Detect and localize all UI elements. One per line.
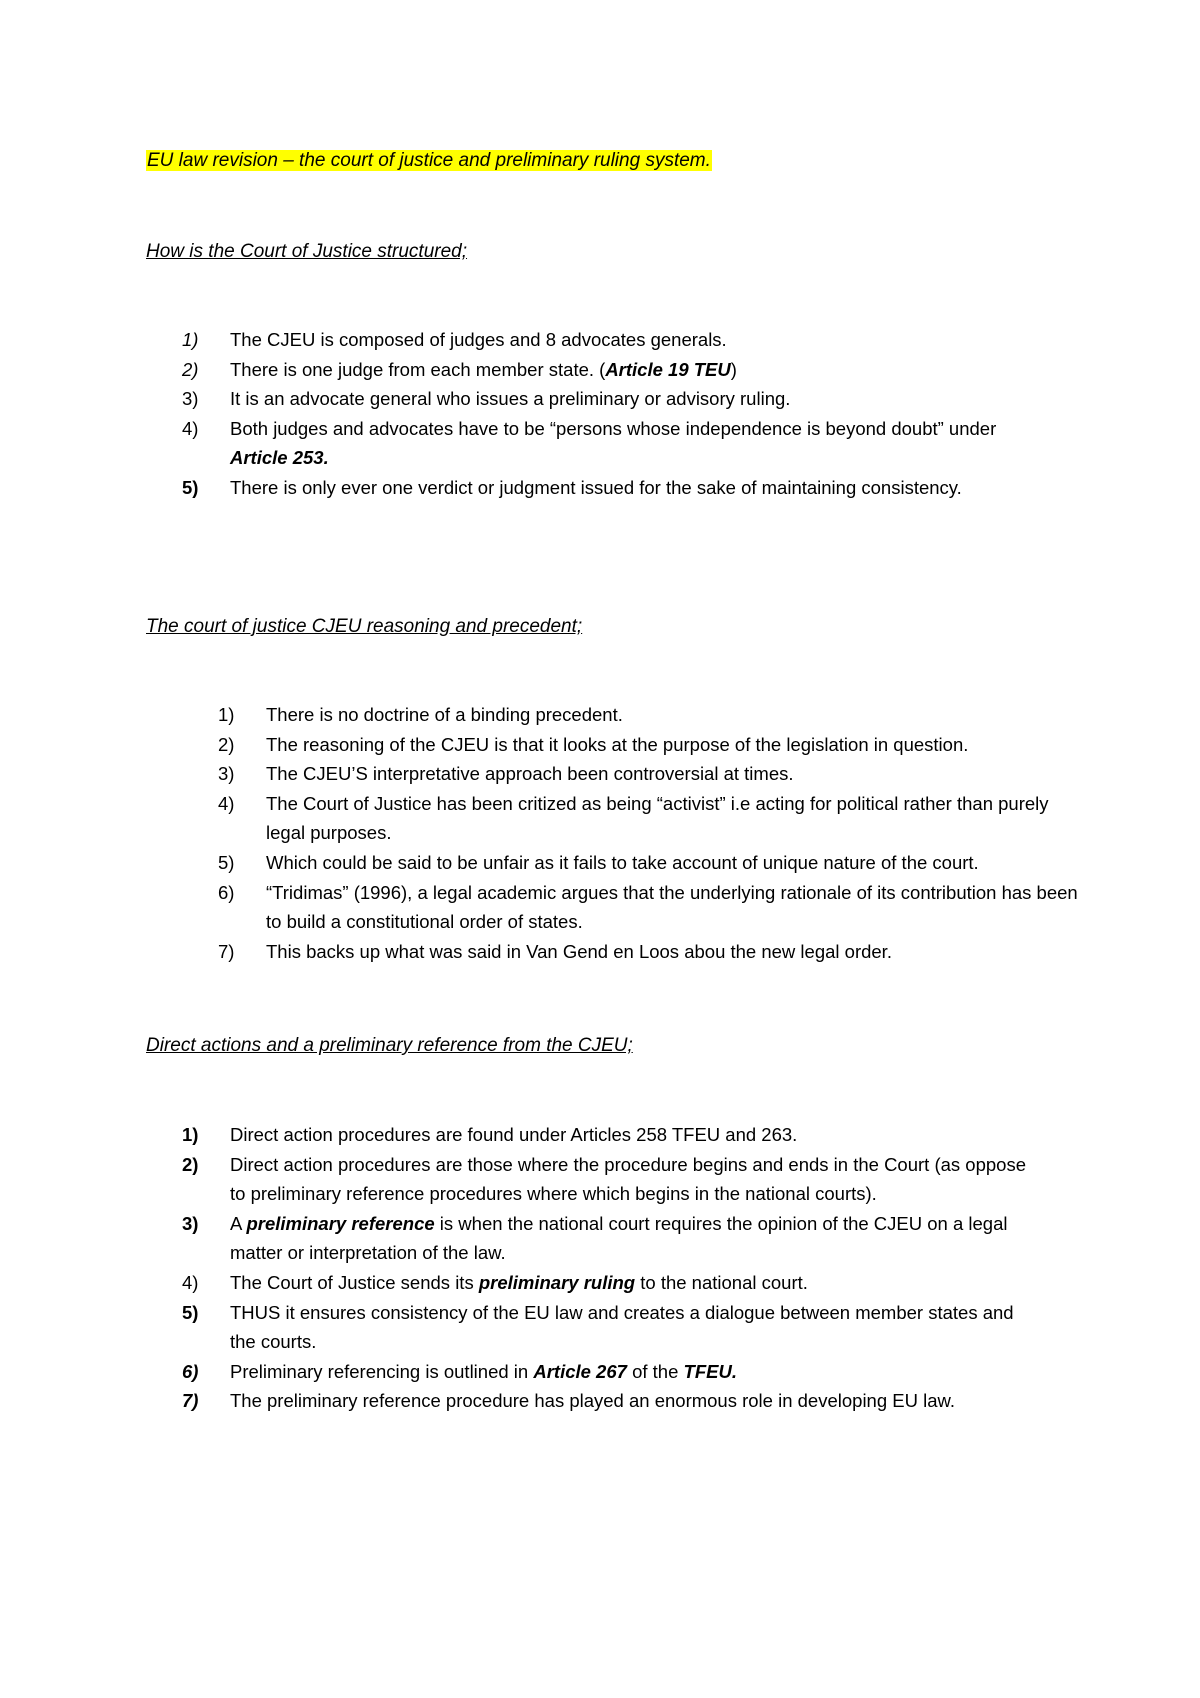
section-heading-direct-actions: Direct actions and a preliminary reference from the CJEU; bbox=[146, 1035, 633, 1056]
list-number: 4) bbox=[182, 417, 199, 439]
list-number: 5) bbox=[182, 476, 199, 498]
article-reference: Article 267 bbox=[533, 1360, 627, 1382]
list-item: 4) The Court of Justice sends its preliminary ruling to the national court. bbox=[182, 1268, 1042, 1298]
list-item: 2) The reasoning of the CJEU is that it looks at the purpose of the legislation in question. bbox=[218, 730, 1078, 760]
list-number: 7) bbox=[218, 940, 235, 962]
list-number: 2) bbox=[218, 733, 235, 755]
section-heading-structure: How is the Court of Justice structured; bbox=[146, 241, 468, 262]
article-reference: Article 253. bbox=[230, 447, 329, 469]
list-item: 7) This backs up what was said in Van Gend en Loos abou the new legal order. bbox=[218, 937, 1078, 967]
list-number: 7) bbox=[182, 1390, 199, 1412]
treaty-reference: TFEU. bbox=[683, 1360, 737, 1382]
list-number: 3) bbox=[182, 388, 199, 410]
list-number: 4) bbox=[182, 1271, 199, 1293]
list-item: 5) Which could be said to be unfair as it fails to take account of unique nature of the court. bbox=[218, 848, 1078, 878]
list-number: 3) bbox=[218, 763, 235, 785]
list-item: 4) The Court of Justice has been critized as being “activist” i.e acting for political rather than purely legal purposes. bbox=[218, 789, 1078, 848]
list-number: 1) bbox=[218, 704, 235, 725]
list-item: 5) THUS it ensures consistency of the EU law and creates a dialogue between member states and the courts. bbox=[182, 1298, 1042, 1357]
reasoning-list bbox=[218, 700, 1078, 966]
list-number: 3) bbox=[182, 1212, 199, 1234]
list-item: 1) The CJEU is composed of judges and 8 advocates generals. bbox=[182, 325, 1042, 355]
list-item: 6) “Tridimas” (1996), a legal academic argues that the underlying rationale of its contribution has been to build a constitutional order of states. bbox=[218, 878, 1078, 937]
list-item: 3) It is an advocate general who issues a preliminary or advisory ruling. bbox=[182, 384, 1042, 414]
list-item: 6) Preliminary referencing is outlined in Article 267 of the TFEU. bbox=[182, 1357, 1042, 1387]
article-reference: Article 19 TEU bbox=[605, 358, 731, 380]
list-number: 1) bbox=[182, 1124, 199, 1145]
list-item: 3) A preliminary reference is when the national court requires the opinion of the CJEU on a legal matter or interpretation of the law. bbox=[182, 1209, 1042, 1268]
title-highlight: EU law revision – the court of justice and preliminary ruling system. bbox=[147, 150, 711, 171]
list-number: 2) bbox=[182, 358, 199, 380]
list-item: 5) There is only ever one verdict or judgment issued for the sake of maintaining consistency. bbox=[182, 473, 1042, 503]
list-item: 3) The CJEU’S interpretative approach been controversial at times. bbox=[218, 759, 1078, 789]
list-item: 2) There is one judge from each member state. (Article 19 TEU) bbox=[182, 355, 1042, 385]
list-number: 5) bbox=[218, 851, 235, 873]
list-number: 4) bbox=[218, 792, 235, 814]
list-item: 1) Direct action procedures are found under Articles 258 TFEU and 263. bbox=[182, 1120, 1042, 1150]
list-item: 1) There is no doctrine of a binding precedent. bbox=[218, 700, 1078, 730]
term-emphasis: preliminary ruling bbox=[478, 1271, 636, 1293]
list-number: 6) bbox=[182, 1360, 199, 1382]
list-number: 6) bbox=[218, 881, 235, 903]
section-heading-reasoning: The court of justice CJEU reasoning and precedent; bbox=[146, 616, 583, 637]
list-item: 4) Both judges and advocates have to be “persons whose independence is beyond doubt” under Article 253. bbox=[182, 414, 1042, 473]
list-item: 2) Direct action procedures are those where the procedure begins and ends in the Court (as oppose to preliminary reference procedures where which begins in the national courts). bbox=[182, 1150, 1042, 1209]
list-item: 7) The preliminary reference procedure has played an enormous role in developing EU law. bbox=[182, 1386, 1042, 1416]
term-emphasis: preliminary reference bbox=[246, 1212, 435, 1234]
list-number: 1) bbox=[182, 329, 199, 350]
list-number: 2) bbox=[182, 1153, 199, 1175]
direct-actions-list bbox=[182, 1120, 1042, 1416]
list-number: 5) bbox=[182, 1301, 199, 1323]
document-title bbox=[146, 149, 712, 173]
structure-list bbox=[182, 325, 1042, 503]
